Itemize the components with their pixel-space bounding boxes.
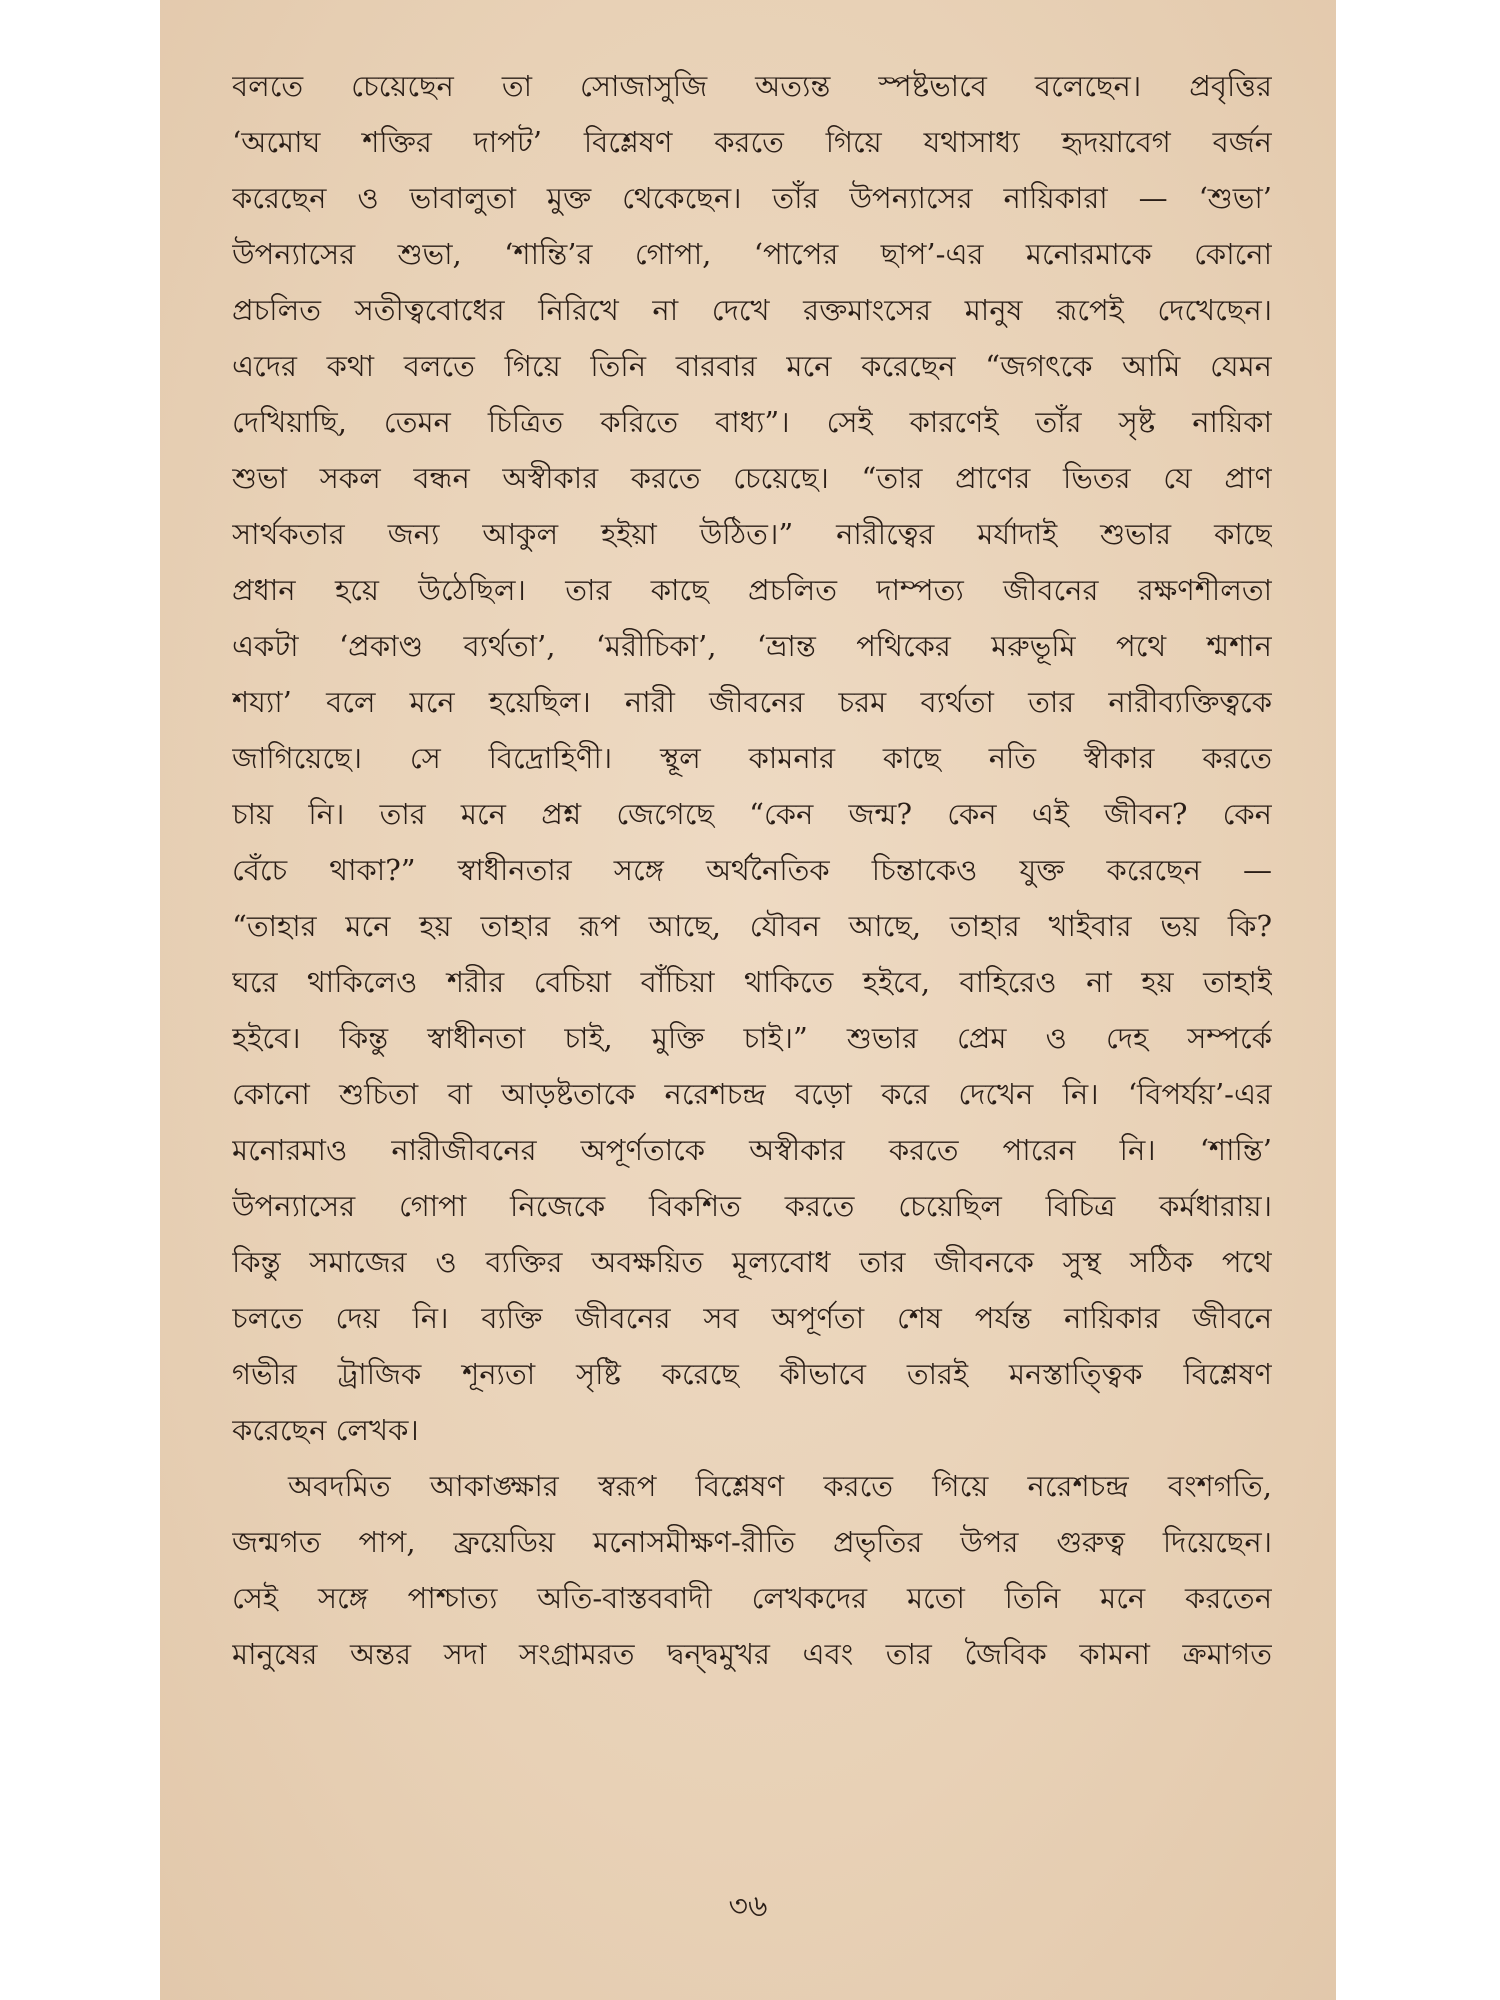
text-line: উপন্যাসের গোপা নিজেকে বিকশিত করতে চেয়েছিল বিচিত্র কর্মধারায়। [232,1189,1272,1223]
text-line: ‘অমোঘ শক্তির দাপট’ বিশ্লেষণ করতে গিয়ে যথাসাধ্য হৃদয়াবেগ বর্জন [232,125,1272,159]
text-line: জাগিয়েছে। সে বিদ্রোহিণী। স্থূল কামনার কাছে নতি স্বীকার করতে [232,741,1272,775]
text-line: মানুষের অন্তর সদা সংগ্রামরত দ্বন্দ্বমুখর এবং তার জৈবিক কামনা ক্রমাগত [232,1637,1272,1671]
paragraph-end-line: করেছেন লেখক। [232,1413,419,1447]
text-line: কিন্তু সমাজের ও ব্যক্তির অবক্ষয়িত মূল্যবোধ তার জীবনকে সুস্থ সঠিক পথে [232,1245,1272,1279]
text-line: শুভা সকল বন্ধন অস্বীকার করতে চেয়েছে। “তার প্রাণের ভিতর যে প্রাণ [232,461,1272,495]
text-line: জন্মগত পাপ, ফ্রয়েডিয় মনোসমীক্ষণ-রীতি প্রভৃতির উপর গুরুত্ব দিয়েছেন। [232,1525,1272,1559]
text-line: প্রচলিত সতীত্ববোধের নিরিখে না দেখে রক্তমাংসের মানুষ রূপেই দেখেছেন। [232,293,1272,327]
text-line: কোনো শুচিতা বা আড়ষ্টতাকে নরেশচন্দ্র বড়ো করে দেখেন নি। ‘বিপর্যয়’-এর [232,1077,1272,1111]
text-line: ঘরে থাকিলেও শরীর বেচিয়া বাঁচিয়া থাকিতে হইবে, বাহিরেও না হয় তাহাই [232,965,1272,999]
text-line: বেঁচে থাকা?” স্বাধীনতার সঙ্গে অর্থনৈতিক চিন্তাকেও যুক্ত করেছেন — [232,853,1272,887]
text-line: করেছেন ও ভাবালুতা মুক্ত থেকেছেন। তাঁর উপন্যাসের নায়িকারা — ‘শুভা’ [232,181,1272,215]
book-page [160,0,1336,2000]
text-line: হইবে। কিন্তু স্বাধীনতা চাই, মুক্তি চাই।” শুভার প্রেম ও দেহ সম্পর্কে [232,1021,1272,1055]
body-text [232,58,1272,1682]
text-line: গভীর ট্রাজিক শূন্যতা সৃষ্টি করেছে কীভাবে তারই মনস্তাত্ত্বিক বিশ্লেষণ [232,1357,1272,1391]
text-line: উপন্যাসের শুভা, ‘শান্তি’র গোপা, ‘পাপের ছাপ’-এর মনোরমাকে কোনো [232,237,1272,271]
text-line: বলতে চেয়েছেন তা সোজাসুজি অত্যন্ত স্পষ্টভাবে বলেছেন। প্রবৃত্তির [232,69,1272,103]
paragraph-start-line: অবদমিত আকাঙ্ক্ষার স্বরূপ বিশ্লেষণ করতে গিয়ে নরেশচন্দ্র বংশগতি, [288,1469,1272,1503]
text-line: সার্থকতার জন্য আকুল হইয়া উঠিত।” নারীত্বের মর্যাদাই শুভার কাছে [232,517,1272,551]
text-line: দেখিয়াছি, তেমন চিত্রিত করিতে বাধ্য”। সেই কারণেই তাঁর সৃষ্ট নায়িকা [232,405,1272,439]
page-number: ৩৬ [728,1889,768,1924]
text-line: চলতে দেয় নি। ব্যক্তি জীবনের সব অপূর্ণতা শেষ পর্যন্ত নায়িকার জীবনে [232,1301,1272,1335]
text-line: “তাহার মনে হয় তাহার রূপ আছে, যৌবন আছে, তাহার খাইবার ভয় কি? [232,909,1272,943]
text-line: একটা ‘প্রকাণ্ড ব্যর্থতা’, ‘মরীচিকা’, ‘ভ্রান্ত পথিকের মরুভূমি পথে শ্মশান [232,629,1272,663]
text-line: প্রধান হয়ে উঠেছিল। তার কাছে প্রচলিত দাম্পত্য জীবনের রক্ষণশীলতা [232,573,1272,607]
text-line: মনোরমাও নারীজীবনের অপূর্ণতাকে অস্বীকার করতে পারেন নি। ‘শান্তি’ [232,1133,1272,1167]
text-line: সেই সঙ্গে পাশ্চাত্য অতি-বাস্তববাদী লেখকদের মতো তিনি মনে করতেন [232,1581,1272,1615]
text-line: শয্যা’ বলে মনে হয়েছিল। নারী জীবনের চরম ব্যর্থতা তার নারীব্যক্তিত্বকে [232,685,1272,719]
text-line: এদের কথা বলতে গিয়ে তিনি বারবার মনে করেছেন “জগৎকে আমি যেমন [232,349,1272,383]
text-line: চায় নি। তার মনে প্রশ্ন জেগেছে “কেন জন্ম? কেন এই জীবন? কেন [232,797,1272,831]
